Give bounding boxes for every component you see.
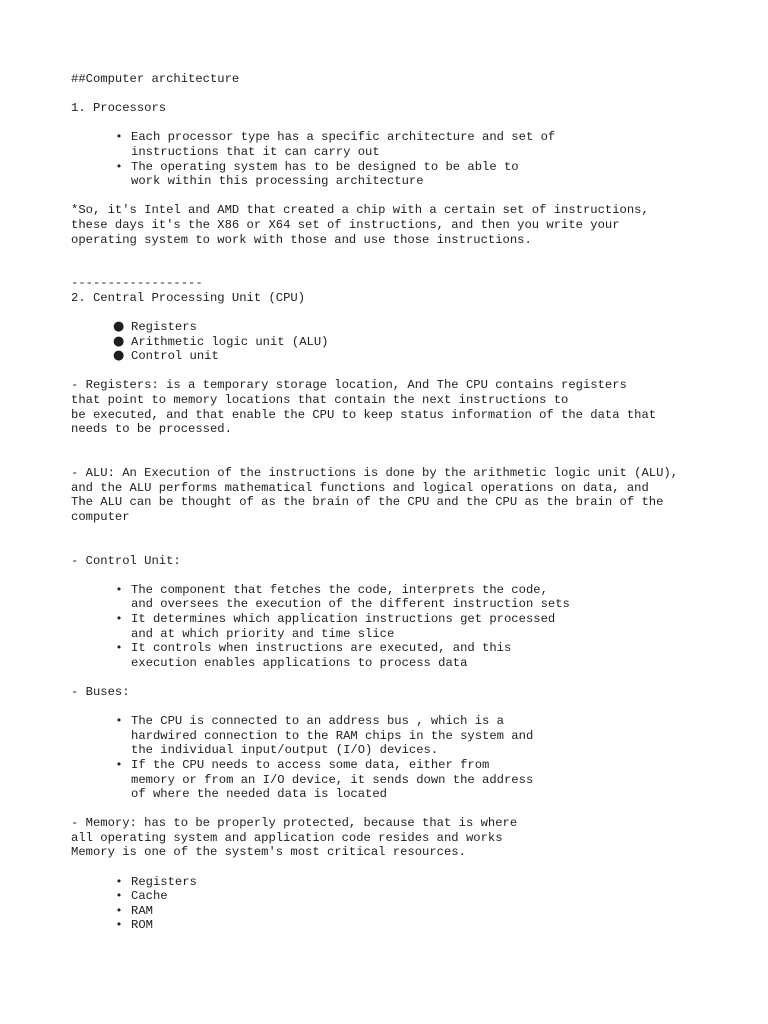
- document-page: [71, 72, 731, 933]
- processors-title: 1. Processors: [71, 101, 167, 116]
- list-item: • It controls when instructions are executed, and this execution enables applications to process data: [115, 641, 512, 670]
- bullet-icon: •: [115, 903, 123, 917]
- list-item: • RAM: [115, 903, 153, 918]
- list-item: • Each processor type has a specific architecture and set of instructions that it can carry out: [115, 130, 556, 159]
- bullet-icon: •: [115, 582, 123, 596]
- registers-paragraph: - Registers: is a temporary storage location, And The CPU contains registers that point to memory locations that contain the next instructions to be executed, and that enable the CPU to keep status information of the data that needs to be processed.: [71, 378, 657, 437]
- list-item: ● Arithmetic logic unit (ALU): [113, 333, 329, 349]
- list-item: ● Registers: [113, 319, 197, 335]
- control-unit-list: [71, 583, 731, 671]
- divider: ------------------: [71, 276, 203, 291]
- list-item: • The CPU is connected to an address bus , which is a hardwired connection to the RAM chips in the system and the individual input/output (I/O) devices.: [115, 714, 534, 758]
- list-item: • ROM: [115, 918, 153, 933]
- buses-title: - Buses:: [71, 684, 130, 699]
- list-item: • Cache: [115, 889, 168, 904]
- document-heading: ##Computer architecture: [71, 72, 240, 86]
- bullet-icon: ●: [113, 319, 125, 335]
- list-item: • If the CPU needs to access some data, either from memory or from an I/O device, it sends down the address of where the needed data is located: [115, 757, 534, 802]
- bullet-icon: •: [115, 757, 123, 771]
- bullet-icon: •: [115, 159, 123, 173]
- bullet-icon: ●: [113, 333, 125, 349]
- processors-list: [71, 130, 731, 188]
- cpu-title: 2. Central Processing Unit (CPU): [71, 290, 306, 305]
- bullet-icon: •: [115, 874, 123, 888]
- bullet-icon: •: [115, 130, 123, 144]
- list-item: • The component that fetches the code, interprets the code, and oversees the execution of the different instruction sets: [115, 582, 570, 612]
- bullet-icon: ●: [113, 348, 125, 364]
- memory-list: [71, 875, 731, 933]
- bullet-icon: •: [115, 889, 123, 903]
- list-item: ● Control unit: [113, 348, 219, 364]
- list-item: • It determines which application instructions get processed and at which priority and time slice: [115, 611, 556, 641]
- list-item: • Registers: [115, 874, 197, 889]
- bullet-icon: •: [115, 714, 123, 728]
- bullet-icon: •: [115, 918, 123, 932]
- buses-list: [71, 714, 731, 802]
- cpu-list: [71, 320, 731, 364]
- alu-paragraph: - ALU: An Execution of the instructions is done by the arithmetic logic unit (ALU), and the ALU performs mathematical functions and logical operations on data, and The ALU can be thought of as the brain of the CPU and the CPU as the brain of the computer: [71, 466, 679, 524]
- bullet-icon: •: [115, 641, 123, 655]
- processors-note: *So, it's Intel and AMD that created a chip with a certain set of instructions, these days it's the X86 or X64 set of instructions, and then you write your operating system to work with those and use those instructions.: [71, 203, 649, 247]
- list-item: • The operating system has to be designed to be able to work within this processing architecture: [115, 159, 519, 189]
- control-unit-title: - Control Unit:: [71, 553, 181, 568]
- bullet-icon: •: [115, 611, 123, 625]
- memory-paragraph: - Memory: has to be properly protected, because that is where all operating system and application code resides and works Memory is one of the system's most critical resources.: [71, 816, 518, 860]
